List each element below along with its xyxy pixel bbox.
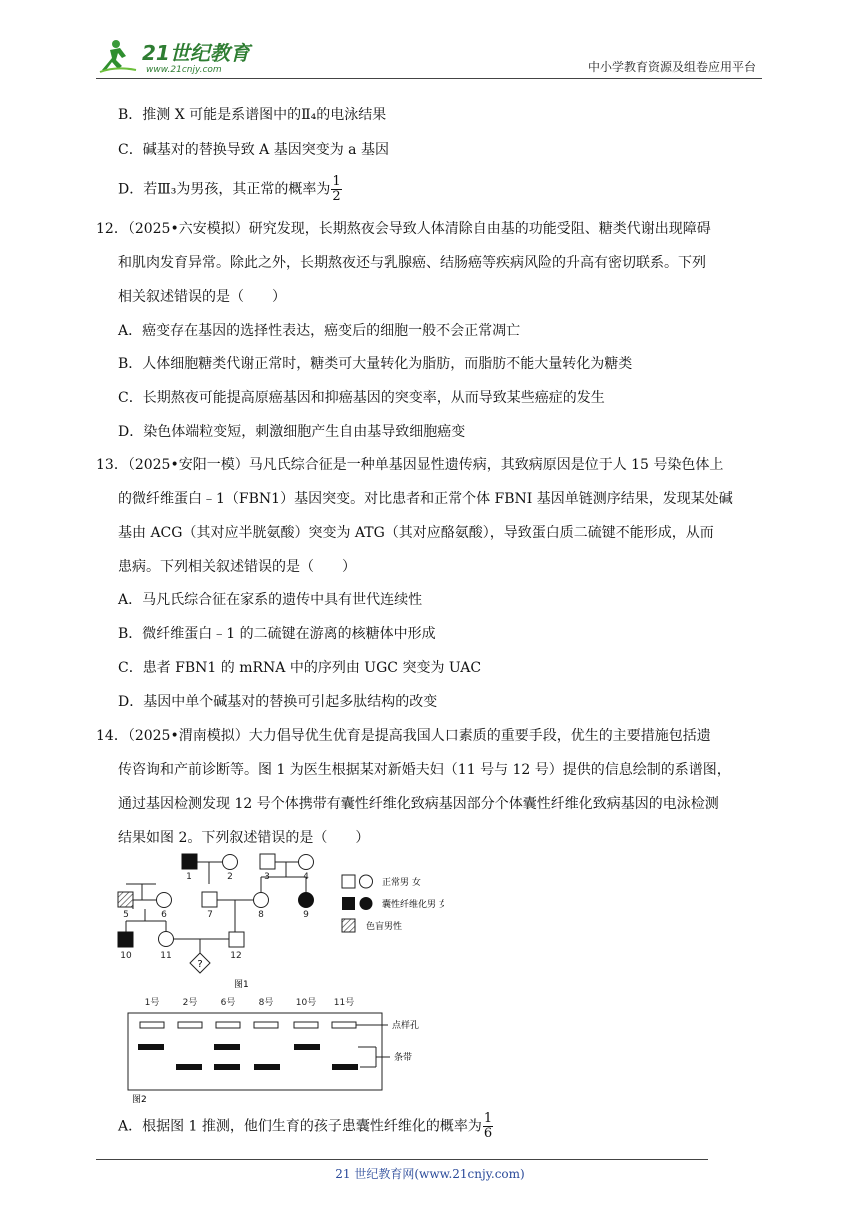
q14-stem-line-2: 传咨询和产前诊断等。图 1 为医生根据某对新婚夫妇（11 号与 12 号）提供的信息绘制的系谱图， <box>118 762 731 778</box>
unknown-mark: ? <box>197 959 203 970</box>
pedigree-label-11: 11 <box>160 951 172 961</box>
q13-stem-line-3: 基由 ACG（其对应半胱氨酸）突变为 ATG（其对应酪氨酸），导致蛋白质二硫键不能形成，从而 <box>118 525 714 541</box>
q14-option-a-text: A．根据图 1 推测，他们生育的孩子患囊性纤维化的概率为 <box>118 1118 482 1135</box>
pedigree-and-gel-diagram <box>114 850 444 1110</box>
pedigree-label-8: 8 <box>258 910 264 920</box>
well-6 <box>332 1022 356 1028</box>
q13-option-b: B．微纤维蛋白﹣1 的二硫键在游离的核糖体中形成 <box>118 626 436 642</box>
q13-option-c: C．患者 FBN1 的 mRNA 中的序列由 UGC 突变为 UAC <box>118 660 482 676</box>
q12-stem-line-3: 相关叙述错误的是（ ） <box>118 289 286 305</box>
footer-text: 21 世纪教育网(www.21cnjy.com) <box>335 1167 525 1181</box>
platform-name: 中小学教育资源及组卷应用平台 <box>587 60 756 74</box>
pedigree-ind-12 <box>229 932 244 947</box>
well-3 <box>216 1022 240 1028</box>
fraction <box>483 1112 493 1141</box>
pedigree-ind-10 <box>118 932 133 947</box>
band-label: 条带 <box>394 1053 413 1063</box>
well-4 <box>254 1022 278 1028</box>
page-header <box>96 36 762 79</box>
pedigree-label-2: 2 <box>227 872 233 882</box>
q14-stem-line-4: 结果如图 2。下列叙述错误的是（ ） <box>118 830 370 846</box>
lane-label-1: 1号 <box>144 998 160 1008</box>
q13-stem-line-4: 患病。下列相关叙述错误的是（ ） <box>118 559 356 575</box>
band-lane3-lower <box>214 1064 240 1070</box>
band-lane2-lower <box>176 1064 202 1070</box>
lane-label-4: 8号 <box>258 998 274 1008</box>
well-1 <box>140 1022 164 1028</box>
band-lane1-upper <box>138 1044 164 1050</box>
band-lane5-upper <box>294 1044 320 1050</box>
footer-divider <box>96 1159 708 1160</box>
pedigree-ind-7 <box>202 892 217 907</box>
pedigree-ind-3 <box>260 854 275 869</box>
pedigree-label-4: 4 <box>303 872 309 882</box>
q11-option-d <box>118 175 342 204</box>
well-label: 点样孔 <box>392 1021 420 1031</box>
pedigree-label-1: 1 <box>186 872 192 882</box>
q12-option-d: D．染色体端粒变短，刺激细胞产生自由基导致细胞癌变 <box>118 424 466 440</box>
well-2 <box>178 1022 202 1028</box>
pedigree-ind-4 <box>299 855 314 870</box>
logo-url: www.21cnjy.com <box>146 65 222 75</box>
pedigree-label-10: 10 <box>120 951 132 961</box>
pedigree-label-7: 7 <box>207 910 213 920</box>
gel-frame <box>128 1013 382 1090</box>
pedigree-ind-11 <box>159 932 174 947</box>
q12-option-b: B．人体细胞糖类代谢正常时，糖类可大量转化为脂肪，而脂肪不能大量转化为糖类 <box>118 356 633 372</box>
pedigree-ind-9 <box>299 893 314 908</box>
q11-option-b: B．推测 X 可能是系谱图中的Ⅱ₄的电泳结果 <box>118 107 387 123</box>
legend-affected-label: 囊性纤维化男 女 <box>382 900 444 910</box>
q13-option-d: D．基因中单个碱基对的替换可引起多肽结构的改变 <box>118 694 438 710</box>
pedigree-label-3: 3 <box>264 872 270 882</box>
pedigree-ind-8 <box>254 893 269 908</box>
q13-stem-line-2: 的微纤维蛋白﹣1（FBN1）基因突变。对比患者和正常个体 FBNI 基因单链测序结果，发现某处碱 <box>118 491 733 507</box>
fig2-caption: 图2 <box>132 1095 147 1105</box>
logo-text: 21世纪教育 <box>142 41 250 65</box>
q14-stem-line-1: 14．（2025•渭南模拟）大力倡导优生优育是提高我国人口素质的重要手段，优生的主要措施包括遗 <box>96 728 711 744</box>
q13-stem-line-1: 13．（2025•安阳一模）马凡氏综合征是一种单基因显性遗传病，其致病原因是位于人 15 号染色体上 <box>96 457 724 473</box>
q14-stem-line-3: 通过基因检测发现 12 号个体携带有囊性纤维化致病基因部分个体囊性纤维化致病基因的电泳检测 <box>118 796 719 812</box>
legend-normal-female <box>360 875 373 888</box>
fraction-denominator: 2 <box>332 189 341 204</box>
pedigree-ind-6 <box>157 893 172 908</box>
legend-normal-label: 正常男 女 <box>382 878 421 888</box>
pedigree-ind-2 <box>223 855 238 870</box>
q12-stem-line-1: 12．（2025•六安模拟）研究发现，长期熬夜会导致人体清除自由基的功能受阻、糖类代谢出现障碍 <box>96 221 711 237</box>
q11-option-d-text: D．若Ⅲ₃为男孩，其正常的概率为 <box>118 181 331 198</box>
site-logo <box>96 36 266 76</box>
legend-affected-female <box>360 897 373 910</box>
q12-stem-line-2: 和肌肉发育异常。除此之外，长期熬夜还与乳腺癌、结肠癌等疾病风险的升高有密切联系。下列 <box>118 255 706 271</box>
q12-option-c: C．长期熬夜可能提高原癌基因和抑癌基因的突变率，从而导致某些癌症的发生 <box>118 390 605 406</box>
lane-label-3: 6号 <box>220 998 236 1008</box>
fraction-denominator: 6 <box>483 1126 493 1141</box>
legend-affected-male <box>342 897 355 910</box>
pedigree-label-12: 12 <box>230 951 242 961</box>
band-lane6-lower <box>332 1064 358 1070</box>
legend-colorblind-label: 色盲男性 <box>366 922 403 932</box>
band-lane4-lower <box>254 1064 280 1070</box>
q13-option-a: A．马凡氏综合征在家系的遗传中具有世代连续性 <box>118 592 423 608</box>
pedigree-ind-1 <box>182 854 197 869</box>
q14-option-a <box>118 1112 493 1141</box>
fraction-numerator: 1 <box>332 174 341 189</box>
runner-logo-icon <box>96 36 266 76</box>
fig1-caption: 图1 <box>234 980 249 990</box>
q11-option-c: C．碱基对的替换导致 A 基因突变为 a 基因 <box>118 142 389 158</box>
lane-label-5: 10号 <box>295 998 317 1008</box>
legend-normal-male <box>342 875 355 888</box>
well-5 <box>294 1022 318 1028</box>
pedigree-label-9: 9 <box>303 910 309 920</box>
q14-figure <box>114 850 444 1110</box>
lane-label-6: 11号 <box>333 998 355 1008</box>
fraction <box>331 175 341 204</box>
legend-colorblind-male <box>342 919 355 932</box>
pedigree-ind-5 <box>118 892 133 907</box>
pedigree-label-5: 5 <box>123 910 129 920</box>
pedigree-label-6: 6 <box>161 910 167 920</box>
band-lane3-upper <box>214 1044 240 1050</box>
fraction-numerator: 1 <box>483 1111 493 1126</box>
q12-option-a: A．癌变存在基因的选择性表达，癌变后的细胞一般不会正常凋亡 <box>118 323 521 339</box>
lane-label-2: 2号 <box>182 998 198 1008</box>
